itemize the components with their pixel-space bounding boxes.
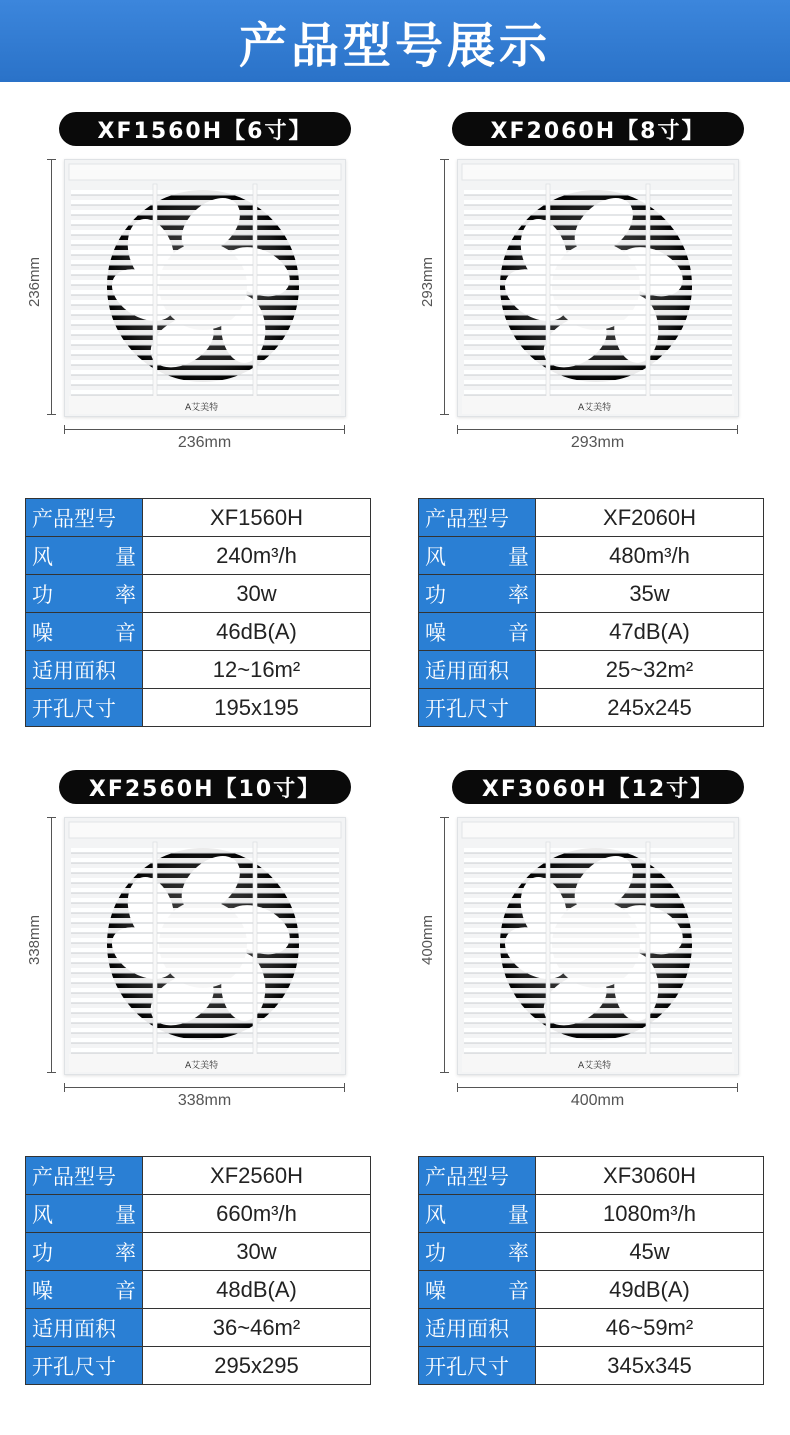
model-pill: XF2060H【8寸】 (452, 112, 744, 146)
spec-row (26, 1195, 371, 1233)
spec-value: 45w (536, 1233, 764, 1271)
width-dimension-label: 400mm (570, 1092, 625, 1109)
page-title: 产品型号展示 (238, 17, 551, 74)
model-pill: XF3060H【12寸】 (452, 770, 744, 804)
width-dimension-label: 293mm (570, 434, 625, 451)
spec-key-label: 功 率 (425, 582, 529, 607)
spec-value: 49dB(A) (536, 1271, 764, 1309)
spec-key (26, 1347, 143, 1385)
spec-key-label: 功 率 (425, 1240, 529, 1265)
spec-key (419, 1347, 536, 1385)
spec-key (26, 689, 143, 727)
exhaust-fan-image (64, 817, 346, 1075)
width-dimension-line (64, 429, 345, 430)
spec-key-label: 适用面积 (32, 658, 116, 683)
spec-key-label: 适用面积 (425, 658, 509, 683)
width-dimension-line (457, 429, 738, 430)
spec-key-label: 风 量 (32, 544, 136, 569)
spec-key (26, 1233, 143, 1271)
spec-row (419, 1347, 764, 1385)
spec-key (419, 1157, 536, 1195)
height-dimension-label: 400mm (419, 914, 436, 965)
exhaust-fan-image (457, 817, 739, 1075)
spec-value: 36~46m² (143, 1309, 371, 1347)
width-dimension-label: 338mm (177, 1092, 232, 1109)
spec-key-label: 产品型号 (32, 1164, 116, 1189)
spec-value: 480m³/h (536, 537, 764, 575)
title-banner (0, 0, 790, 82)
spec-key (419, 1309, 536, 1347)
width-dimension-line (457, 1087, 738, 1088)
exhaust-fan-image (457, 159, 739, 417)
spec-value: 46dB(A) (143, 613, 371, 651)
spec-row (419, 689, 764, 727)
spec-key (419, 575, 536, 613)
spec-row (26, 613, 371, 651)
spec-key-label: 噪 音 (32, 1278, 136, 1303)
spec-key (419, 537, 536, 575)
spec-table (418, 1156, 764, 1385)
brand-logo-text: A艾美特 (185, 1061, 219, 1071)
exhaust-fan-image (64, 159, 346, 417)
spec-row (419, 1157, 764, 1195)
height-dimension-label: 293mm (419, 256, 436, 307)
spec-key (26, 499, 143, 537)
spec-key (419, 499, 536, 537)
spec-row (419, 499, 764, 537)
spec-row (26, 1157, 371, 1195)
spec-row (26, 689, 371, 727)
height-dimension-line (51, 817, 52, 1073)
spec-key-label: 适用面积 (425, 1316, 509, 1341)
spec-key-label: 噪 音 (32, 620, 136, 645)
spec-value: XF1560H (143, 499, 371, 537)
spec-key-label: 开孔尺寸 (425, 1354, 509, 1379)
spec-row (26, 575, 371, 613)
width-dimension-label: 236mm (177, 434, 232, 451)
product-card-3 (25, 770, 375, 1410)
spec-value: 12~16m² (143, 651, 371, 689)
spec-key-label: 功 率 (32, 582, 136, 607)
spec-key (26, 1157, 143, 1195)
spec-value: 660m³/h (143, 1195, 371, 1233)
spec-key-label: 噪 音 (425, 620, 529, 645)
spec-value: XF2060H (536, 499, 764, 537)
spec-key-label: 开孔尺寸 (425, 696, 509, 721)
spec-key-label: 产品型号 (32, 506, 116, 531)
spec-value: 245x245 (536, 689, 764, 727)
product-card-4 (418, 770, 768, 1410)
spec-key (26, 1271, 143, 1309)
spec-value: 240m³/h (143, 537, 371, 575)
product-card-1 (25, 112, 375, 752)
spec-key (26, 1309, 143, 1347)
brand-logo-text: A艾美特 (578, 403, 612, 413)
spec-key (26, 1195, 143, 1233)
spec-value: 345x345 (536, 1347, 764, 1385)
spec-row (419, 1309, 764, 1347)
spec-row (419, 613, 764, 651)
spec-key-label: 开孔尺寸 (32, 696, 116, 721)
spec-key-label: 产品型号 (425, 506, 509, 531)
spec-key-label: 适用面积 (32, 1316, 116, 1341)
spec-value: 48dB(A) (143, 1271, 371, 1309)
spec-value: XF3060H (536, 1157, 764, 1195)
spec-value: 35w (536, 575, 764, 613)
spec-key (26, 651, 143, 689)
spec-table (25, 498, 371, 727)
spec-table (25, 1156, 371, 1385)
height-dimension-line (444, 159, 445, 415)
spec-row (419, 537, 764, 575)
height-dimension-line (51, 159, 52, 415)
spec-row (419, 575, 764, 613)
model-pill: XF1560H【6寸】 (59, 112, 351, 146)
spec-row (419, 1271, 764, 1309)
model-pill: XF2560H【10寸】 (59, 770, 351, 804)
spec-key-label: 开孔尺寸 (32, 1354, 116, 1379)
spec-key (419, 1233, 536, 1271)
product-card-2 (418, 112, 768, 752)
spec-value: 195x195 (143, 689, 371, 727)
spec-row (26, 499, 371, 537)
spec-row (419, 1233, 764, 1271)
spec-key (419, 1195, 536, 1233)
spec-table (418, 498, 764, 727)
height-dimension-label: 236mm (26, 256, 43, 307)
brand-logo-text: A艾美特 (185, 403, 219, 413)
spec-key (419, 689, 536, 727)
spec-key-label: 噪 音 (425, 1278, 529, 1303)
spec-row (419, 651, 764, 689)
spec-row (419, 1195, 764, 1233)
spec-key (419, 613, 536, 651)
height-dimension-line (444, 817, 445, 1073)
spec-key-label: 风 量 (425, 544, 529, 569)
spec-key-label: 风 量 (425, 1202, 529, 1227)
spec-key-label: 产品型号 (425, 1164, 509, 1189)
spec-row (26, 1347, 371, 1385)
width-dimension-line (64, 1087, 345, 1088)
spec-value: 30w (143, 575, 371, 613)
spec-key (26, 575, 143, 613)
spec-key-label: 功 率 (32, 1240, 136, 1265)
spec-key (419, 1271, 536, 1309)
spec-key (419, 651, 536, 689)
spec-value: 47dB(A) (536, 613, 764, 651)
spec-row (26, 1233, 371, 1271)
spec-row (26, 651, 371, 689)
spec-row (26, 1271, 371, 1309)
spec-row (26, 1309, 371, 1347)
spec-row (26, 537, 371, 575)
height-dimension-label: 338mm (26, 914, 43, 965)
spec-value: XF2560H (143, 1157, 371, 1195)
spec-key-label: 风 量 (32, 1202, 136, 1227)
spec-value: 30w (143, 1233, 371, 1271)
spec-value: 25~32m² (536, 651, 764, 689)
spec-value: 1080m³/h (536, 1195, 764, 1233)
spec-key (26, 537, 143, 575)
spec-key (26, 613, 143, 651)
spec-value: 46~59m² (536, 1309, 764, 1347)
brand-logo-text: A艾美特 (578, 1061, 612, 1071)
spec-value: 295x295 (143, 1347, 371, 1385)
